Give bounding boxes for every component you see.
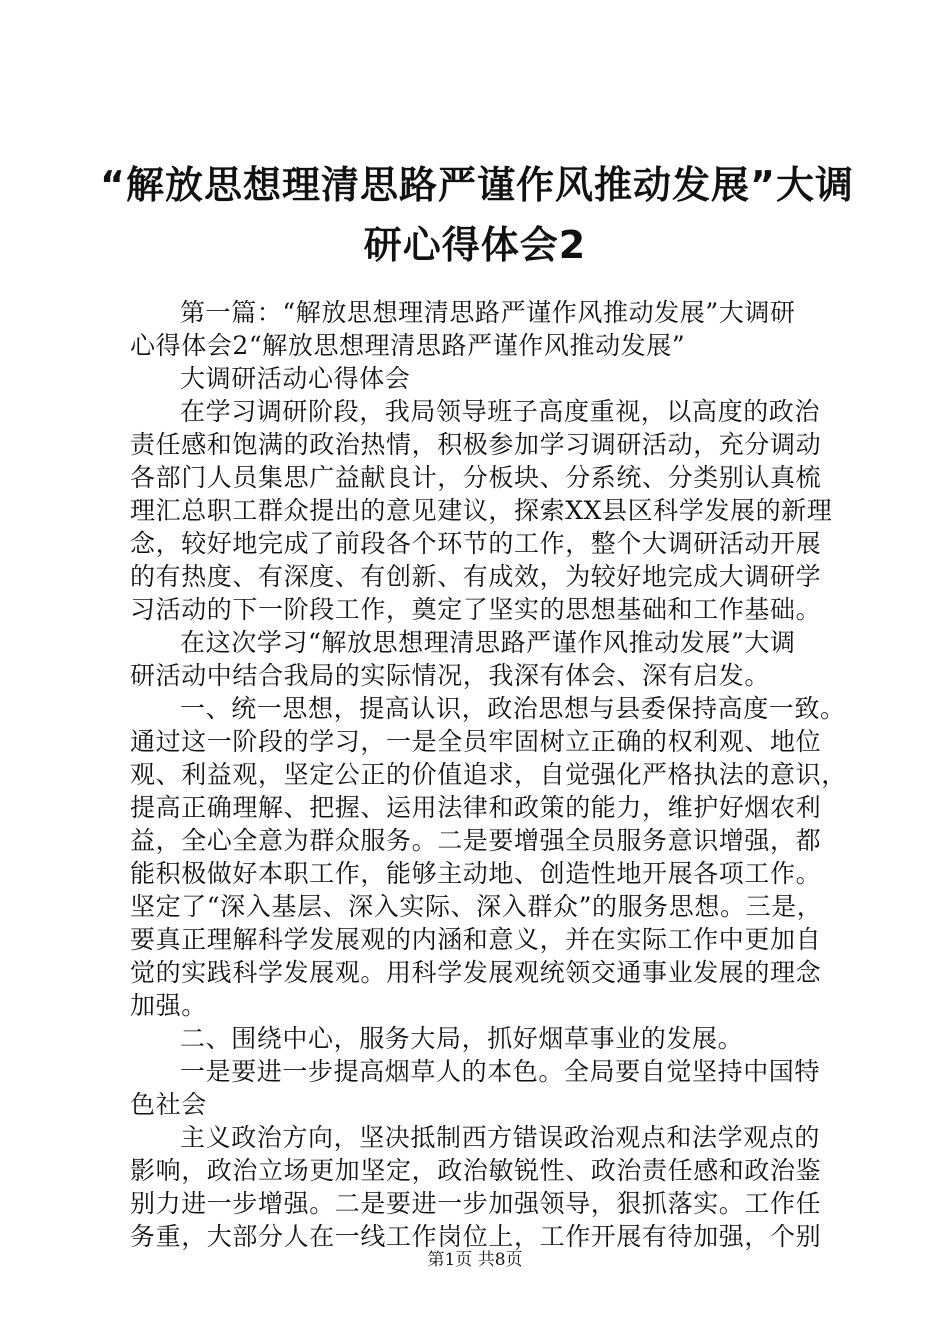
body-line: 在这次学习“解放思想理清思路严谨作风推动发展”大调 <box>180 628 796 657</box>
document-body <box>130 296 850 1253</box>
body-line: 务重，大部分人在一线工作岗位上，工作开展有待加强，个别 <box>130 1222 822 1251</box>
body-line: 的有热度、有深度、有创新、有成效，为较好地完成大调研学 <box>130 562 822 591</box>
body-line: 二、围绕中心，服务大局，抓好烟草事业的发展。 <box>180 1024 744 1053</box>
body-line: 通过这一阶段的学习，一是全员牢固树立正确的权利观、地位 <box>130 727 822 756</box>
page-footer: 第1页 共8页 <box>427 1250 523 1270</box>
body-line: 别力进一步增强。二是要进一步加强领导，狠抓落实。工作任 <box>130 1189 822 1218</box>
body-line: 第一篇：“解放思想理清思路严谨作风推动发展”大调研 <box>180 298 796 327</box>
body-line: 念，较好地完成了前段各个环节的工作，整个大调研活动开展 <box>130 529 822 558</box>
body-line: 觉的实践科学发展观。用科学发展观统领交通事业发展的理念 <box>130 958 822 987</box>
body-line: 责任感和饱满的政治热情，积极参加学习调研活动，充分调动 <box>130 430 822 459</box>
document-title-line-2: 研心得体会2 <box>363 223 587 267</box>
body-line: 心得体会2“解放思想理清思路严谨作风推动发展” <box>130 331 686 360</box>
body-line: 要真正理解科学发展观的内涵和意义，并在实际工作中更加自 <box>130 925 822 954</box>
body-line: 大调研活动心得体会 <box>180 364 411 393</box>
body-line: 色社会 <box>130 1090 207 1119</box>
body-line: 益，全心全意为群众服务。二是要增强全员服务意识增强，都 <box>130 826 822 855</box>
document-title-line-1: “解放思想理清思路严谨作风推动发展”大调 <box>100 163 854 207</box>
body-line: 理汇总职工群众提出的意见建议，探索XX县区科学发展的新理 <box>130 496 833 525</box>
body-line: 主义政治方向，坚决抵制西方错误政治观点和法学观点的 <box>180 1123 821 1152</box>
body-line: 能积极做好本职工作，能够主动地、创造性地开展各项工作。 <box>130 859 822 888</box>
body-line: 加强。 <box>130 991 207 1020</box>
body-line: 研活动中结合我局的实际情况，我深有体会、深有启发。 <box>130 661 771 690</box>
body-line: 各部门人员集思广益献良计，分板块、分系统、分类别认真梳 <box>130 463 822 492</box>
body-line: 习活动的下一阶段工作，奠定了坚实的思想基础和工作基础。 <box>130 595 822 624</box>
body-line: 影响，政治立场更加坚定，政治敏锐性、政治责任感和政治鉴 <box>130 1156 822 1185</box>
body-line: 一、统一思想，提高认识，政治思想与县委保持高度一致。 <box>180 694 846 723</box>
body-line: 提高正确理解、把握、运用法律和政策的能力，维护好烟农利 <box>130 793 822 822</box>
body-line: 坚定了“深入基层、深入实际、深入群众”的服务思想。三是， <box>130 892 823 921</box>
body-line: 一是要进一步提高烟草人的本色。全局要自觉坚持中国特 <box>180 1057 821 1086</box>
body-line: 观、利益观，坚定公正的价值追求，自觉强化严格执法的意识， <box>130 760 847 789</box>
body-line: 在学习调研阶段，我局领导班子高度重视，以高度的政治 <box>180 397 821 426</box>
